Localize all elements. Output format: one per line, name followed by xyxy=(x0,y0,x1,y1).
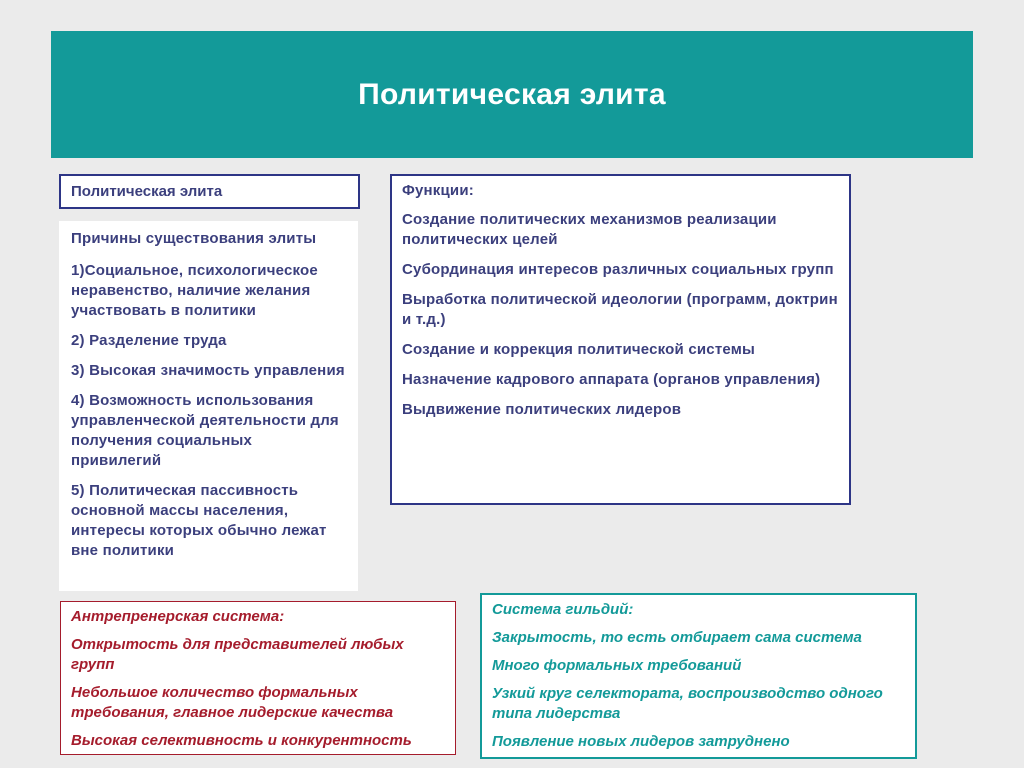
entrepreneurial-item: Открытость для представителей любых групп xyxy=(71,636,404,673)
entrepreneurial-item: Небольшое количество формальных требования, главное лидерские качества xyxy=(71,684,394,721)
functions-title: Функции: xyxy=(402,182,474,199)
guild-title: Система гильдий: xyxy=(492,601,634,618)
reason-item: 3) Высокая значимость управления xyxy=(71,362,345,379)
reasons-box xyxy=(59,221,358,591)
function-item: Выдвижение политических лидеров xyxy=(402,401,682,418)
entrepreneurial-title: Антрепренерская система: xyxy=(71,608,285,625)
reason-item: 2) Разделение труда xyxy=(71,332,227,349)
entrepreneurial-item: Высокая селективность и конкурентность xyxy=(71,732,412,749)
guild-item: Много формальных требований xyxy=(492,657,742,674)
guild-system-box xyxy=(480,593,917,759)
elite-label-box xyxy=(59,174,360,209)
function-item: Субординация интересов различных социальных групп xyxy=(402,261,834,278)
function-item: Создание политических механизмов реализации политических целей xyxy=(402,211,777,248)
guild-item: Узкий круг селектората, воспроизводство одного типа лидерства xyxy=(492,685,883,722)
guild-item: Появление новых лидеров затруднено xyxy=(492,733,790,750)
reasons-title: Причины существования элиты xyxy=(71,230,317,247)
reason-item: 5) Политическая пассивность основной массы населения, интересы которых обычно лежат вне политики xyxy=(71,482,327,559)
function-item: Выработка политической идеологии (программ, доктрин и т.д.) xyxy=(402,291,838,328)
function-item: Создание и коррекция политической системы xyxy=(402,341,756,358)
elite-label: Политическая элита xyxy=(71,183,223,200)
reason-item: 4) Возможность использования управленческой деятельности для получения социальных привилегий xyxy=(71,392,339,469)
reason-item: 1)Социальное, психологическое неравенство, наличие желания участвовать в политики xyxy=(71,262,318,319)
entrepreneurial-system-box xyxy=(60,601,456,755)
title-banner xyxy=(51,31,973,158)
functions-box xyxy=(390,174,851,505)
function-item: Назначение кадрового аппарата (органов управления) xyxy=(402,371,821,388)
page-title: Политическая элита xyxy=(358,77,666,111)
guild-item: Закрытость, то есть отбирает сама система xyxy=(492,629,862,646)
